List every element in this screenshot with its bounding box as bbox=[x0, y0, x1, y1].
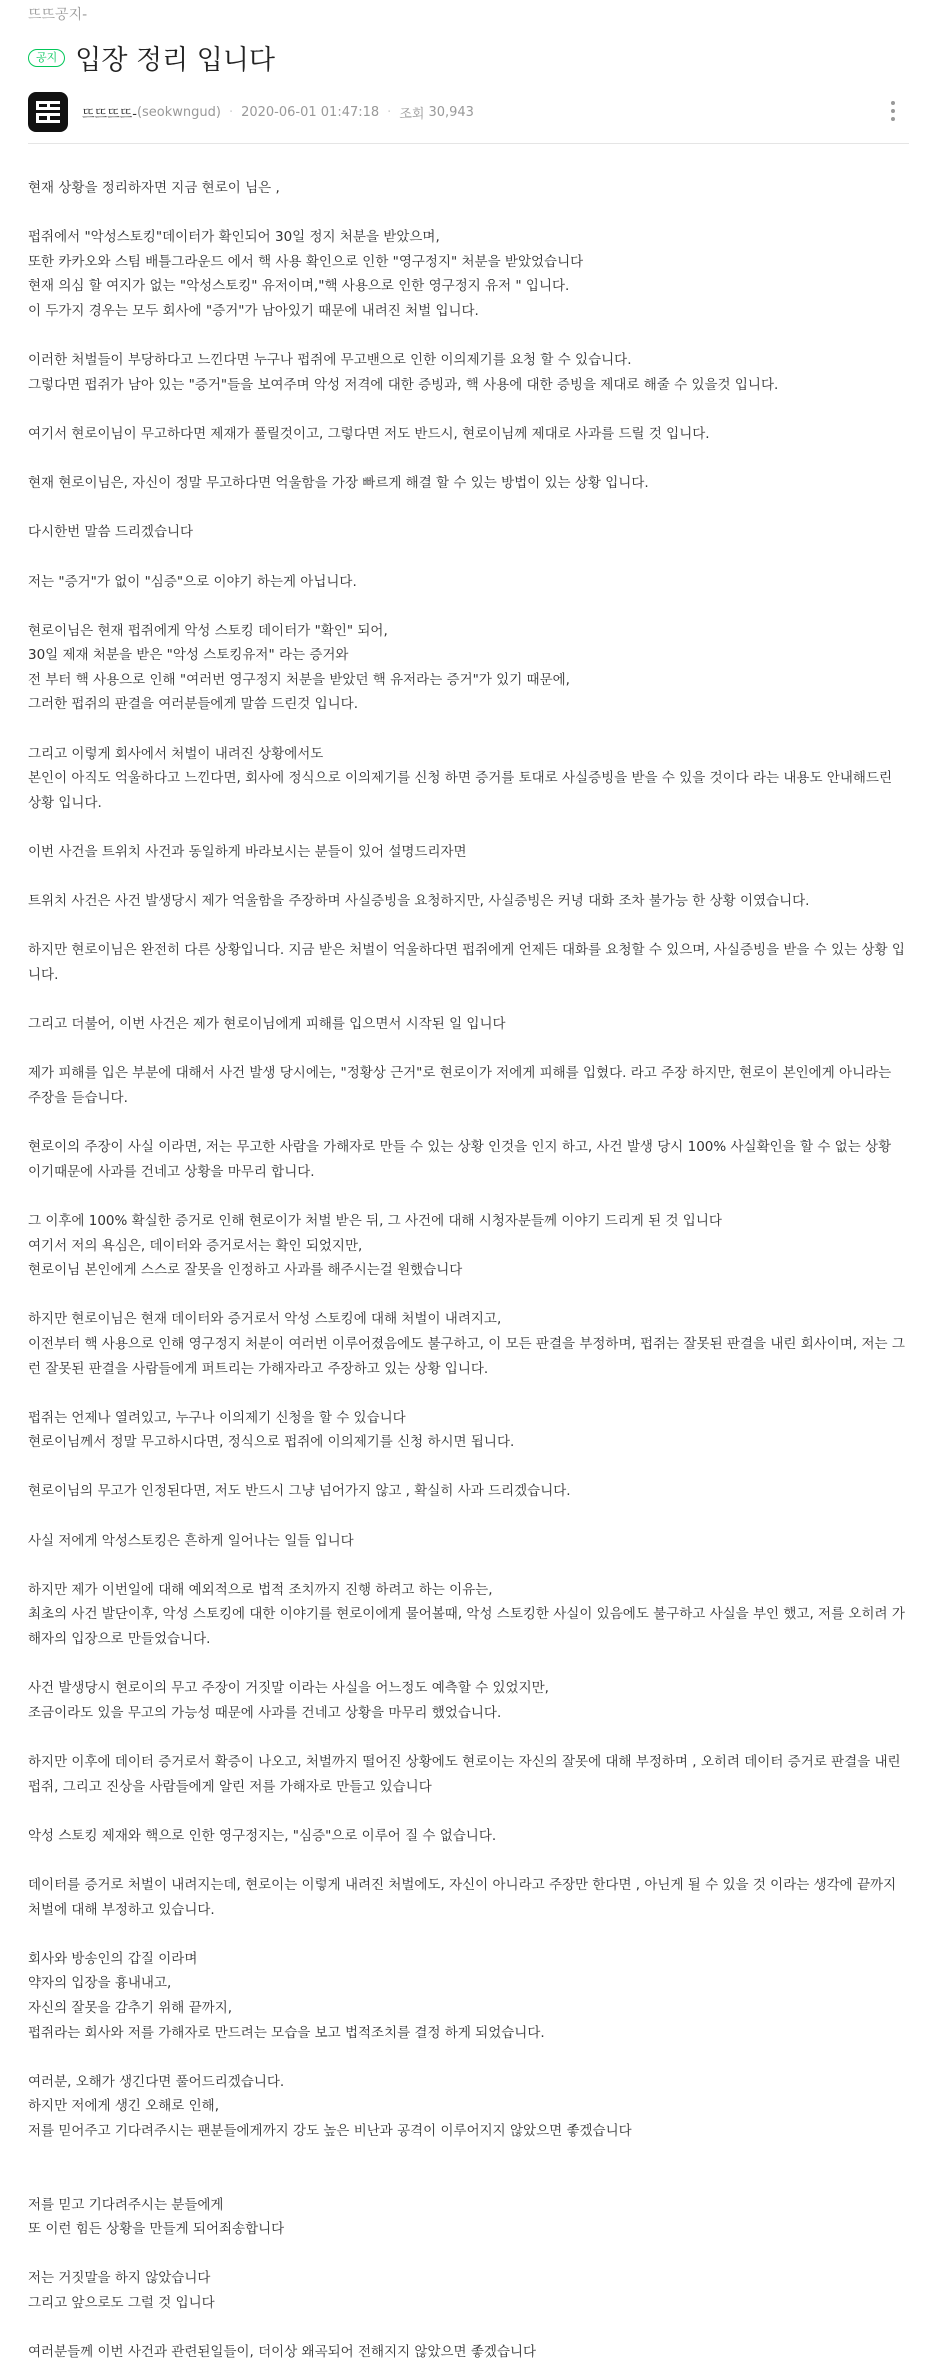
body-paragraph: 이번 사건을 트위치 사건과 동일하게 바라보시는 분들이 있어 설명드리자면 bbox=[28, 844, 467, 861]
body-paragraph: 여기서 저의 욕심은, 데이터와 증거로서는 확인 되었지만, bbox=[28, 1237, 363, 1254]
blank-line bbox=[28, 545, 908, 570]
body-paragraph: 그러한 펍쥐의 판결을 여러분들에게 말씀 드린것 입니다. bbox=[28, 696, 358, 713]
views-label: 조회 bbox=[399, 106, 425, 122]
body-paragraph: 여러분들께 이번 사건과 관련된일들이, 더이상 왜곡되어 전해지지 않았으면 좋겠습니다 bbox=[28, 2344, 537, 2361]
blank-line bbox=[28, 1381, 908, 1406]
board-name-link[interactable]: 뜨뜨공지- bbox=[28, 7, 88, 23]
body-paragraph: 현로이의 주장이 사실 이라면, 저는 무고한 사람을 가해자로 만들 수 있는 상황 인것을 인지 하고, 사건 발생 당시 100% 사실확인을 할 수 없는 상황 이기때문에 사과를 건네고 상황을 마무리 합니다. bbox=[28, 1139, 896, 1180]
body-paragraph: 그리고 더불어, 이번 사건은 제가 현로이님에게 피해를 입으면서 시작된 일 입니다 bbox=[28, 1016, 506, 1033]
body-paragraph: 그리고 앞으로도 그럴 것 입니다 bbox=[28, 2295, 215, 2312]
body-paragraph: 현로이님은 현재 펍쥐에게 악성 스토킹 데이터가 "확인" 되어, bbox=[28, 622, 388, 639]
body-paragraph: 최초의 사건 발단이후, 악성 스토킹에 대한 이야기를 현로이에게 물어볼때, 악성 스토킹한 사실이 있음에도 불구하고 사실을 부인 했고, 저를 오히려 가해자의 입장으로 만들었습니다. bbox=[28, 1606, 905, 1648]
blank-line bbox=[28, 496, 908, 521]
notice-badge: 공지 bbox=[28, 49, 65, 67]
body-paragraph: 하지만 현로이님은 현재 데이터와 증거로서 악성 스토킹에 대해 처벌이 내려지고, bbox=[28, 1311, 502, 1328]
body-paragraph: 트위치 사건은 사건 발생당시 제가 억울함을 주장하며 사실증빙을 요청하지만, 사실증빙은 커녕 대화 조차 불가능 한 상황 이였습니다. bbox=[28, 893, 810, 910]
author-nick[interactable]: 뜨뜨뜨뜨- bbox=[82, 106, 137, 122]
meta-info bbox=[82, 103, 474, 122]
body-paragraph: 현재 의심 할 여지가 없는 "악성스토킹" 유저이며,"핵 사용으로 인한 영구정지 유저 " 입니다. bbox=[28, 278, 570, 295]
body-paragraph: 또 이런 힘든 상황을 만들게 되어죄송합니다 bbox=[28, 2221, 285, 2238]
blank-line bbox=[28, 447, 908, 472]
body-paragraph: 저는 "증거"가 없이 "심증"으로 이야기 하는게 아닙니다. bbox=[28, 573, 357, 590]
body-paragraph: 악성 스토킹 제재와 핵으로 인한 영구정지는, "심증"으로 이루어 질 수 없습니다. bbox=[28, 1827, 497, 1844]
body-paragraph: 회사와 방송인의 갑질 이라며 bbox=[28, 1950, 198, 1967]
body-paragraph: 이러한 처벌들이 부당하다고 느낀다면 누구나 펍쥐에 무고밴으로 인한 이의제기를 요청 할 수 있습니다. bbox=[28, 352, 632, 369]
header-divider bbox=[28, 143, 909, 144]
body-paragraph: 그렇다면 펍쥐가 남아 있는 "증거"들을 보여주며 악성 저격에 대한 증빙과, 핵 사용에 대한 증빙을 제대로 해줄 수 있을것 입니다. bbox=[28, 376, 779, 393]
blank-line bbox=[28, 914, 908, 939]
blank-line bbox=[28, 2144, 908, 2169]
blank-line bbox=[28, 1652, 908, 1677]
body-paragraph: 여기서 현로이님이 무고하다면 제재가 풀릴것이고, 그렇다면 저도 반드시, 현로이님께 제대로 사과를 드릴 것 입니다. bbox=[28, 425, 710, 442]
body-paragraph: 현로이님 본인에게 스스로 잘못을 인정하고 사과를 해주시는걸 원했습니다 bbox=[28, 1262, 463, 1279]
blank-line bbox=[28, 1184, 908, 1209]
body-paragraph: 펍쥐라는 회사와 저를 가해자로 만드려는 모습을 보고 법적조치를 결정 하게 되었습니다. bbox=[28, 2024, 545, 2041]
body-paragraph: 그리고 이렇게 회사에서 처벌이 내려진 상황에서도 bbox=[28, 745, 324, 762]
body-paragraph: 하지만 현로이님은 완전히 다른 상황입니다. 지금 받은 처벌이 억울하다면 펍쥐에게 언제든 대화를 요청할 수 있으며, 사실증빙을 받을 수 있는 상황 입니다. bbox=[28, 942, 905, 983]
body-paragraph: 그 이후에 100% 확실한 증거로 인해 현로이가 처벌 받은 뒤, 그 사건에 대해 시청자분들께 이야기 드리게 된 것 입니다 bbox=[28, 1212, 722, 1229]
body-paragraph: 펍쥐에서 "악성스토킹"데이터가 확인되어 30일 정지 처분을 받았으며, bbox=[28, 229, 440, 246]
meta-separator: · bbox=[387, 104, 392, 120]
body-paragraph: 전 부터 핵 사용으로 인해 "여러번 영구정지 처분을 받았던 핵 유저라는 증거"가 있기 때문에, bbox=[28, 671, 570, 688]
blank-line bbox=[28, 1455, 908, 1480]
views-count: 30,943 bbox=[428, 104, 474, 120]
blank-line bbox=[28, 1922, 908, 1947]
body-paragraph: 사실 저에게 악성스토킹은 흔하게 일어나는 일들 입니다 bbox=[28, 1532, 354, 1549]
post-meta bbox=[28, 88, 909, 136]
body-paragraph: 본인이 아직도 억울하다고 느낀다면, 회사에 정식으로 이의제기를 신청 하면 증거를 토대로 사실증빙을 받을 수 있을 것이다 라는 내용도 안내해드린 상황 입니다. bbox=[28, 770, 897, 811]
blank-line bbox=[28, 324, 908, 349]
blank-line bbox=[28, 865, 908, 890]
body-paragraph: 펍쥐는 언제나 열려있고, 누구나 이의제기 신청을 할 수 있습니다 bbox=[28, 1409, 406, 1426]
body-paragraph: 사건 발생당시 현로이의 무고 주장이 거짓말 이라는 사실을 어느정도 예측할 수 있었지만, bbox=[28, 1680, 549, 1697]
blank-line bbox=[28, 2242, 908, 2267]
avatar-logo-icon bbox=[33, 97, 63, 127]
body-paragraph: 자신의 잘못을 감추기 위해 끝까지, bbox=[28, 1999, 233, 2016]
body-paragraph: 다시한번 말씀 드리겠습니다 bbox=[28, 524, 194, 541]
post-date: 2020-06-01 01:47:18 bbox=[241, 104, 380, 120]
body-paragraph: 이 두가지 경우는 모두 회사에 "증거"가 남아있기 때문에 내려진 처벌 입니다. bbox=[28, 302, 479, 319]
body-paragraph: 제가 피해를 입은 부분에 대해서 사건 발생 당시에는, "정황상 근거"로 현로이가 저에게 피해를 입혔다. 라고 주장 하지만, 현로이 본인에게 아니라는 주장을 듣습니다. bbox=[28, 1065, 896, 1106]
body-paragraph: 저는 거짓말을 하지 않았습니다 bbox=[28, 2270, 211, 2287]
body-paragraph: 저를 믿고 기다려주시는 분들에게 bbox=[28, 2196, 224, 2213]
blank-line bbox=[28, 717, 908, 742]
blank-line bbox=[28, 2316, 908, 2341]
body-paragraph: 현로이님께서 정말 무고하시다면, 정식으로 펍쥐에 이의제기를 신청 하시면 됩니다. bbox=[28, 1434, 515, 1451]
blank-line bbox=[28, 988, 908, 1013]
body-paragraph: 하지만 이후에 데이터 증거로서 확증이 나오고, 처벌까지 떨어진 상황에도 현로이는 자신의 잘못에 대해 부정하며 , 오히려 데이터 증거로 판결을 내린 펍쥐, 그리고 진상을 사람들에게 알린 저를 가해자로 만들고 있습니다 bbox=[28, 1754, 905, 1795]
avatar[interactable] bbox=[28, 92, 68, 132]
body-paragraph: 또한 카카오와 스팀 배틀그라운드 에서 핵 사용 확인으로 인한 "영구정지" 처분을 받았었습니다 bbox=[28, 253, 584, 270]
blank-line bbox=[28, 594, 908, 619]
body-paragraph: 현재 상황을 정리하자면 지금 현로이 님은 , bbox=[28, 180, 280, 196]
meta-separator: · bbox=[228, 104, 234, 120]
body-paragraph: 여러분, 오해가 생긴다면 풀어드리겠습니다. bbox=[28, 2073, 285, 2090]
post-title-row bbox=[28, 38, 275, 77]
author-id[interactable]: (seokwngud) bbox=[136, 104, 221, 120]
blank-line bbox=[28, 397, 908, 422]
blank-line bbox=[28, 815, 908, 840]
body-paragraph: 이전부터 핵 사용으로 인해 영구정지 처분이 여러번 이루어졌음에도 불구하고, 이 모든 판결을 부정하며, 펍쥐는 잘못된 판결을 내린 회사이며, 저는 그런 잘못된 판결을 사람들에게 퍼트리는 가해자라고 주장하고 있는 상황 입니다. bbox=[28, 1335, 905, 1377]
blank-line bbox=[28, 2045, 908, 2070]
blank-line bbox=[28, 1848, 908, 1873]
blank-line bbox=[28, 1799, 908, 1824]
blank-line bbox=[28, 1111, 908, 1136]
blank-line bbox=[28, 2168, 908, 2193]
body-paragraph: 데이터를 증거로 처벌이 내려지는데, 현로이는 이렇게 내려진 처벌에도, 자신이 아니라고 주장만 한다면 , 아닌게 될 수 있을 것 이라는 생각에 끝까지 처벌에 대해 부정하고 있습니다. bbox=[28, 1876, 901, 1918]
blank-line bbox=[28, 1283, 908, 1308]
body-paragraph: 저를 믿어주고 기다려주시는 팬분들에게까지 강도 높은 비난과 공격이 이루어지지 않았으면 좋겠습니다 bbox=[28, 2122, 632, 2139]
body-paragraph: 조금이라도 있을 무고의 가능성 때문에 사과를 건네고 상황을 마무리 했었습니다. bbox=[28, 1704, 502, 1721]
post-body bbox=[28, 176, 908, 2365]
body-paragraph: 30일 제재 처분을 받은 "악성 스토킹유저" 라는 증거와 bbox=[28, 647, 349, 664]
blank-line bbox=[28, 201, 908, 226]
blank-line bbox=[28, 1037, 908, 1062]
body-paragraph: 현재 현로이님은, 자신이 정말 무고하다면 억울함을 가장 빠르게 해결 할 수 있는 방법이 있는 상황 입니다. bbox=[28, 475, 649, 492]
body-paragraph: 하지만 저에게 생긴 오해로 인해, bbox=[28, 2098, 219, 2115]
blank-line bbox=[28, 1553, 908, 1578]
more-vertical-icon[interactable] bbox=[883, 96, 903, 126]
blank-line bbox=[28, 1725, 908, 1750]
page-title: 입장 정리 입니다 bbox=[75, 45, 276, 76]
body-paragraph: 하지만 제가 이번일에 대해 예외적으로 법적 조치까지 진행 하려고 하는 이유는, bbox=[28, 1581, 493, 1598]
blank-line bbox=[28, 1504, 908, 1529]
body-paragraph: 현로이님의 무고가 인정된다면, 저도 반드시 그냥 넘어가지 않고 , 확실히 사과 드리겠습니다. bbox=[28, 1483, 571, 1500]
body-paragraph: 약자의 입장을 흉내내고, bbox=[28, 1975, 172, 1992]
